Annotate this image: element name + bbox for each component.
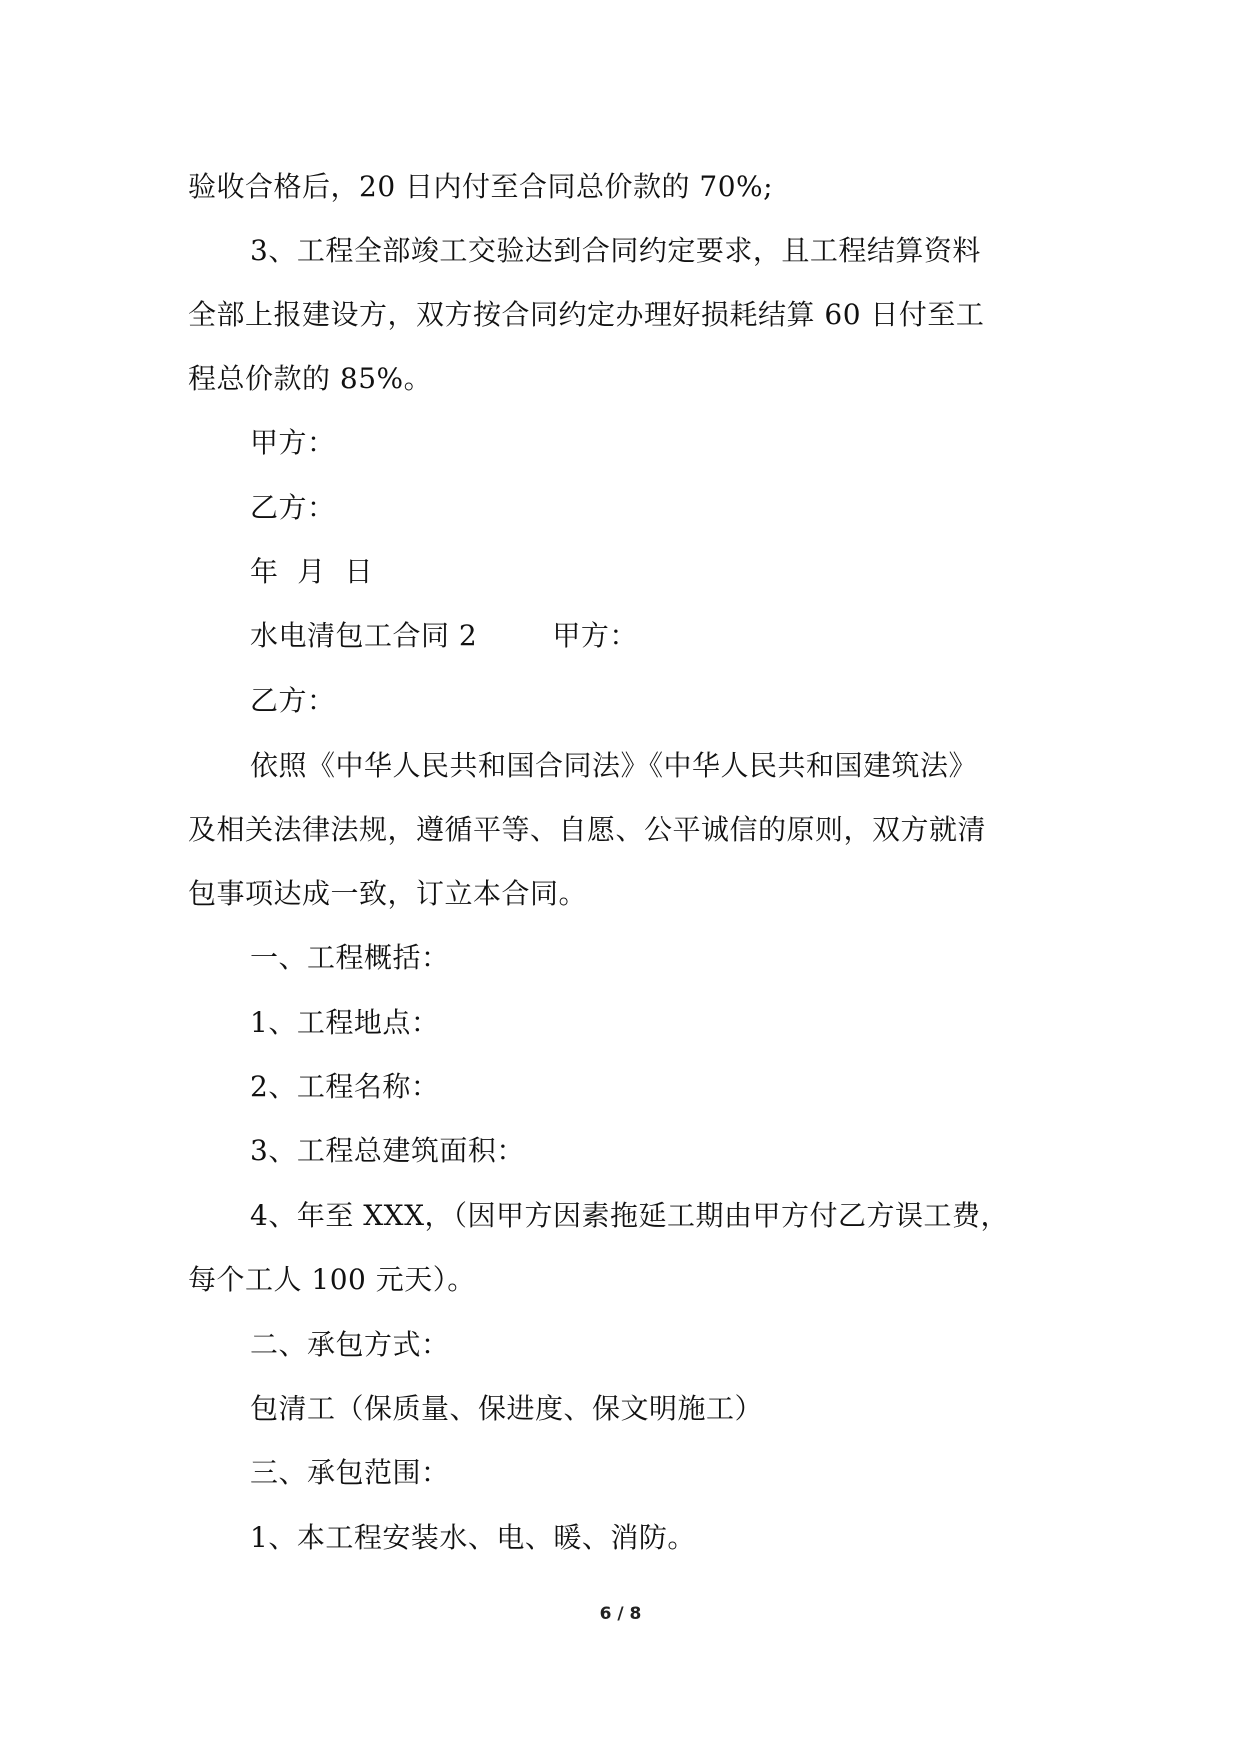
text-line: 包事项达成一致，订立本合同。 bbox=[188, 877, 588, 910]
text-line: 程总价款的 85%。 bbox=[188, 362, 433, 395]
text-line: 水电清包工合同 2 甲方： bbox=[250, 619, 638, 652]
text-line: 验收合格后，20 日内付至合同总价款的 70%; bbox=[188, 170, 774, 203]
text-line: 一、工程概括： bbox=[250, 941, 450, 974]
text-line: 全部上报建设方，双方按合同约定办理好损耗结算 60 日付至工 bbox=[188, 298, 985, 331]
text-line: 每个工人 100 元天）。 bbox=[188, 1263, 476, 1296]
text-line: 1、工程地点： bbox=[250, 1006, 440, 1039]
text-line: 二、承包方式： bbox=[250, 1328, 450, 1361]
page-number: 6 / 8 bbox=[599, 1604, 642, 1624]
text-line: 乙方： bbox=[250, 684, 336, 717]
text-line: 三、承包范围： bbox=[250, 1456, 450, 1489]
text-line: 年 月 日 bbox=[250, 555, 374, 588]
text-line: 依照《中华人民共和国合同法》《中华人民共和国建筑法》 bbox=[250, 749, 978, 782]
text-line: 4、年至 XXX，（因甲方因素拖延工期由甲方付乙方误工费， bbox=[250, 1199, 1010, 1232]
text-line: 3、工程全部竣工交验达到合同约定要求，且工程结算资料 bbox=[250, 234, 981, 267]
text-line: 甲方： bbox=[250, 426, 336, 459]
text-line: 2、工程名称： bbox=[250, 1070, 440, 1103]
text-line: 乙方： bbox=[250, 491, 336, 524]
text-line: 及相关法律法规，遵循平等、自愿、公平诚信的原则，双方就清 bbox=[188, 813, 987, 846]
text-line: 3、工程总建筑面积： bbox=[250, 1134, 525, 1167]
text-line: 1、本工程安装水、电、暖、消防。 bbox=[250, 1521, 696, 1554]
text-line: 包清工（保质量、保进度、保文明施工） bbox=[250, 1392, 764, 1425]
